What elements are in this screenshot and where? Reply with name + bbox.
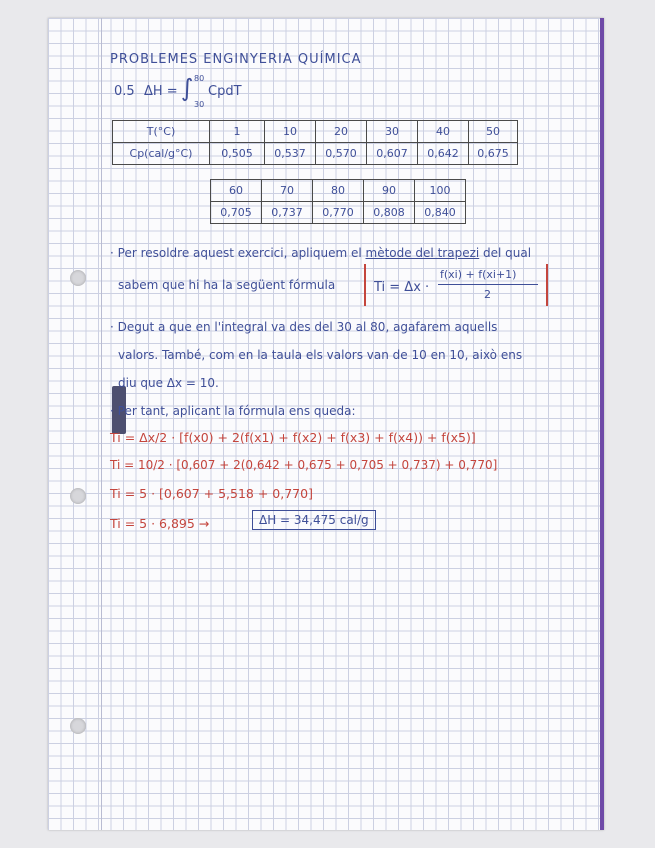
notebook-page bbox=[48, 18, 604, 830]
table-row bbox=[113, 143, 518, 165]
table-row bbox=[113, 121, 518, 143]
integrand: CpdT bbox=[208, 84, 242, 99]
cp-table-bottom bbox=[210, 179, 466, 224]
explanation-line: · Per tant, aplicant la fórmula ens queda: bbox=[110, 404, 356, 418]
explanation-line: diu que Δx = 10. bbox=[118, 376, 219, 390]
explanation-line: · Degut a que en l'integral va des del 30 al 80, agafarem aquells bbox=[110, 320, 498, 334]
table-cell: 0,570 bbox=[316, 143, 367, 165]
table-cell: 60 bbox=[211, 180, 262, 202]
equation-simplified: Ti = 5 · [0,607 + 5,518 + 0,770] bbox=[110, 486, 313, 501]
method-name: mètode del trapezi bbox=[365, 246, 480, 260]
binder-hole bbox=[70, 488, 86, 504]
formula-denominator: 2 bbox=[484, 288, 491, 301]
table-cell: 10 bbox=[265, 121, 316, 143]
table-cell: 80 bbox=[313, 180, 364, 202]
table-cell: 0,537 bbox=[265, 143, 316, 165]
table-cell: 0,642 bbox=[418, 143, 469, 165]
table-cell: 0,705 bbox=[211, 202, 262, 224]
table-header-cp: Cp(cal/g°C) bbox=[113, 143, 210, 165]
equation-substituted: Ti = 10/2 · [0,607 + 2(0,642 + 0,675 + 0,705 + 0,737) + 0,770] bbox=[110, 458, 498, 472]
table-cell: 0,737 bbox=[262, 202, 313, 224]
table-cell: 70 bbox=[262, 180, 313, 202]
table-cell: 0,840 bbox=[415, 202, 466, 224]
margin-line bbox=[101, 18, 102, 830]
table-cell: 40 bbox=[418, 121, 469, 143]
equation-general: Ti = Δx/2 · [f(x0) + 2(f(x1) + f(x2) + f(x3) + f(x4)) + f(x5)] bbox=[110, 430, 476, 445]
binder-hole bbox=[70, 718, 86, 734]
integral-lower-limit: 30 bbox=[194, 100, 205, 109]
table-cell: 0,770 bbox=[313, 202, 364, 224]
table-row bbox=[211, 202, 466, 224]
page-edge bbox=[600, 18, 604, 830]
table-header-temperature: T(°C) bbox=[113, 121, 210, 143]
table-cell: 0,505 bbox=[210, 143, 265, 165]
cp-table-top bbox=[112, 120, 518, 165]
explanation-text: · Per resoldre aquest exercici, apliquem el bbox=[110, 246, 366, 260]
table-cell: 0,808 bbox=[364, 202, 415, 224]
table-cell: 100 bbox=[415, 180, 466, 202]
binder-hole bbox=[70, 270, 86, 286]
page-title: PROBLEMES ENGINYERIA QUÍMICA bbox=[110, 52, 362, 67]
table-cell: 0,675 bbox=[469, 143, 518, 165]
table-cell: 0,607 bbox=[367, 143, 418, 165]
explanation-line bbox=[110, 246, 531, 260]
table-cell: 1 bbox=[210, 121, 265, 143]
formula-numerator: f(xi) + f(xi+1) bbox=[440, 268, 517, 281]
equation-product: Ti = 5 · 6,895 → bbox=[110, 516, 210, 531]
integral-sign: ∫ bbox=[181, 74, 194, 102]
table-cell: 20 bbox=[316, 121, 367, 143]
table-cell: 30 bbox=[367, 121, 418, 143]
explanation-text: del qual bbox=[479, 246, 532, 260]
formula-lhs: Ti = Δx · bbox=[374, 280, 430, 295]
result-box: ΔH = 34,475 cal/g bbox=[252, 510, 376, 530]
integral-upper-limit: 80 bbox=[194, 74, 205, 83]
table-row bbox=[211, 180, 466, 202]
explanation-line: sabem que hi ha la següent fórmula bbox=[118, 278, 336, 292]
fraction-bar bbox=[438, 284, 538, 285]
integral-lhs: ΔH = bbox=[144, 84, 178, 99]
table-cell: 50 bbox=[469, 121, 518, 143]
table-cell: 90 bbox=[364, 180, 415, 202]
problem-number: 0.5 bbox=[114, 84, 135, 99]
explanation-line: valors. També, com en la taula els valors van de 10 en 10, això ens bbox=[118, 348, 523, 362]
